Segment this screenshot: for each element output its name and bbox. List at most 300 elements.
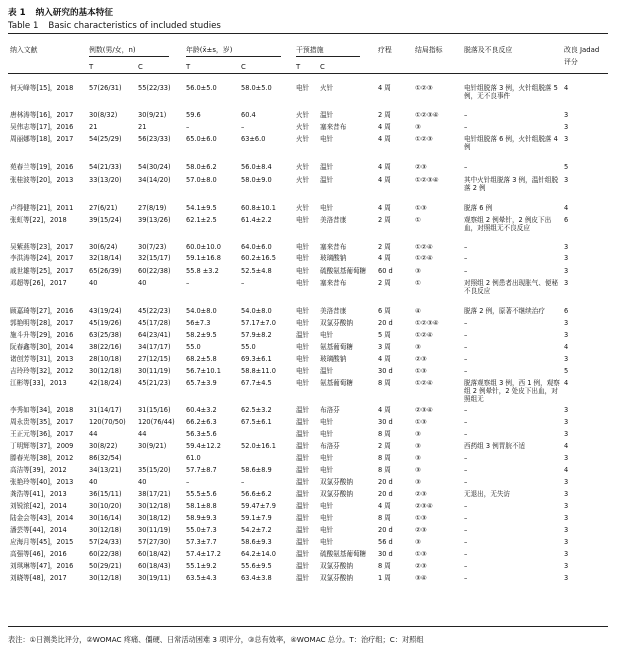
cell-cC: 38(17/21) — [138, 490, 171, 498]
cell-cC: 30(9/21) — [138, 442, 167, 450]
cell-outcome: ①②④ — [415, 243, 433, 251]
cell-outcome: ③ — [415, 466, 421, 474]
cell-study: 吴紫燕等[23]，2017 — [10, 243, 74, 251]
cell-aT: 55.0±7.3 — [186, 526, 217, 534]
cell-jadad: 3 — [564, 562, 569, 570]
header-intervention: 干预措施 — [296, 46, 324, 54]
cell-study: 周丽娜等[18]，2017 — [10, 135, 74, 143]
cell-course: 30 d — [378, 550, 393, 558]
cell-outcome: ③ — [415, 123, 421, 131]
cell-iC: 氨基葡萄糖 — [320, 343, 353, 351]
cell-adverse: – — [464, 478, 468, 486]
cell-cT: 34(13/21) — [89, 466, 122, 474]
cell-course: 2 周 — [378, 279, 391, 287]
cell-cT: 36(15/11) — [89, 490, 122, 498]
cell-adverse: – — [464, 538, 468, 546]
cell-iT: 温针 — [296, 478, 310, 486]
cell-course: 4 周 — [378, 163, 391, 171]
cell-study: 顾嘉琦等[27]，2016 — [10, 307, 74, 315]
header-jadad-line1: 改良 Jadad — [564, 46, 600, 54]
cell-cT: 33(13/20) — [89, 176, 122, 184]
cell-jadad: 4 — [564, 343, 569, 351]
cell-jadad: 4 — [564, 466, 569, 474]
cell-course: 4 周 — [378, 204, 391, 212]
cell-aC: 58.6±9.3 — [241, 538, 272, 546]
cell-iC: 双氯芬酸钠 — [320, 562, 353, 570]
cell-cT: 30(12/18) — [89, 526, 122, 534]
cell-outcome: ① — [415, 279, 421, 287]
cell-course: 4 周 — [378, 254, 391, 262]
cell-iT: 电针 — [296, 254, 310, 262]
header-cases: 例数(男/女，n) — [89, 46, 136, 54]
cell-cT: 86(32/54) — [89, 454, 122, 462]
cell-cC: 34(17/17) — [138, 343, 171, 351]
cell-study: 刘锐浓[42]，2014 — [10, 502, 67, 510]
cell-iT: 电针 — [296, 307, 310, 315]
cell-cC: 30(11/19) — [138, 526, 171, 534]
cell-aT: – — [186, 279, 190, 287]
cell-course: 4 周 — [378, 123, 391, 131]
cell-course: 8 周 — [378, 514, 391, 522]
cell-adverse: 无退出，无失访 — [464, 490, 511, 498]
cell-aC: 54.0±8.0 — [241, 307, 272, 315]
cell-jadad: 5 — [564, 367, 569, 375]
cell-iC: 双氯芬酸钠 — [320, 319, 353, 327]
cell-study: 王正元等[36]，2017 — [10, 430, 74, 438]
cell-jadad: 4 — [564, 379, 569, 387]
cell-adverse: – — [464, 367, 468, 375]
age-sub-rule — [186, 56, 281, 57]
cell-cT: 60(22/38) — [89, 550, 122, 558]
cell-iT: 温针 — [296, 418, 310, 426]
cell-cC: 56(23/33) — [138, 135, 171, 143]
cell-iC: 温针 — [320, 111, 334, 119]
cell-adverse: – — [464, 254, 468, 262]
cell-iC: 布洛芬 — [320, 442, 340, 450]
cell-cT: 57(24/33) — [89, 538, 122, 546]
cell-iC: 硫酸氨基葡萄糖 — [320, 267, 367, 275]
cell-cC: 120(76/44) — [138, 418, 175, 426]
cell-aC: – — [241, 279, 245, 287]
cell-cC: 30(18/12) — [138, 514, 171, 522]
cell-cC: 55(22/33) — [138, 84, 171, 92]
cell-adverse: 脱落 6 例 — [464, 204, 493, 212]
cell-cC: 45(21/23) — [138, 379, 171, 387]
cell-aT: 58.2±9.5 — [186, 331, 217, 339]
cell-cC: 57(27/30) — [138, 538, 171, 546]
cell-study: 唐林涛等[16]，2017 — [10, 111, 74, 119]
cell-cT: 21 — [89, 123, 98, 131]
cell-study: 高洁等[39]，2012 — [10, 466, 67, 474]
cell-cC: 32(15/17) — [138, 254, 171, 262]
cell-course: 20 d — [378, 478, 393, 486]
cell-iT: 电针 — [296, 243, 310, 251]
cell-iC: 美洛昔康 — [320, 216, 347, 224]
cell-iT: 电针 — [296, 319, 310, 327]
cell-jadad: 4 — [564, 204, 569, 212]
cell-aC: 57.17±7.0 — [241, 319, 276, 327]
cell-iC: 电针 — [320, 418, 334, 426]
sub-age-T: T — [186, 63, 191, 71]
cell-outcome: ① — [415, 216, 421, 224]
cell-jadad: 3 — [564, 502, 569, 510]
cell-adverse: 观察组 2 例晕针，2 例皮下出血，对照组无不良反应 — [464, 216, 552, 232]
cell-outcome: ③ — [415, 478, 421, 486]
bottom-rule — [8, 626, 608, 627]
header-adverse: 脱落及不良反应 — [464, 46, 513, 54]
cell-iT: 温针 — [296, 550, 310, 558]
cell-course: 60 d — [378, 267, 393, 275]
cell-outcome: ②③ — [415, 562, 427, 570]
cell-iC: 美洛昔康 — [320, 307, 347, 315]
cell-study: 陆金会等[43]，2014 — [10, 514, 74, 522]
cell-course: 4 周 — [378, 502, 391, 510]
cell-aC: 58.0±5.0 — [241, 84, 272, 92]
cell-iC: 塞来昔布 — [320, 243, 347, 251]
cell-course: 1 周 — [378, 574, 391, 582]
cell-jadad: 3 — [564, 418, 569, 426]
cell-aT: 63.5±4.3 — [186, 574, 217, 582]
cell-adverse: – — [464, 526, 468, 534]
cell-aC: 62.5±3.2 — [241, 406, 272, 414]
sub-int-C: C — [320, 63, 325, 71]
cell-course: 4 周 — [378, 176, 391, 184]
cell-outcome: ①②③ — [415, 135, 433, 143]
cell-outcome: ①②③④ — [415, 176, 439, 184]
cell-cT: 40 — [89, 478, 98, 486]
cell-cC: 60(18/43) — [138, 562, 171, 570]
cell-cT: 43(19/24) — [89, 307, 122, 315]
cell-iC: 电针 — [320, 466, 334, 474]
cell-cT: 31(14/17) — [89, 406, 122, 414]
cell-cC: 30(7/23) — [138, 243, 167, 251]
cell-course: 8 周 — [378, 430, 391, 438]
cell-aT: 68.2±5.8 — [186, 355, 217, 363]
cell-adverse: – — [464, 331, 468, 339]
cell-adverse: – — [464, 406, 468, 414]
cell-cT: 45(19/26) — [89, 319, 122, 327]
cell-aT: 54.1±9.5 — [186, 204, 217, 212]
cell-aC: 52.5±4.8 — [241, 267, 272, 275]
cell-cT: 57(26/31) — [89, 84, 122, 92]
cell-study: 施斗升等[29]，2016 — [10, 331, 74, 339]
cell-aC: 56.0±8.4 — [241, 163, 272, 171]
intervention-sub-rule — [296, 56, 360, 57]
cell-cC: 39(13/26) — [138, 216, 171, 224]
cell-iT: 电针 — [296, 343, 310, 351]
cell-jadad: 3 — [564, 176, 569, 184]
caption-cn-title: 纳入研究的基本特征 — [35, 8, 113, 18]
cell-aT: 56.7±10.1 — [186, 367, 221, 375]
top-rule — [8, 33, 608, 34]
cell-aT: 60.4±3.2 — [186, 406, 217, 414]
cell-jadad: 3 — [564, 123, 569, 131]
cell-aC: – — [241, 478, 245, 486]
cell-jadad: 3 — [564, 406, 569, 414]
cell-aT: 61.0 — [186, 454, 201, 462]
cell-aC: 59.1±7.9 — [241, 514, 272, 522]
cell-aC: 55.0 — [241, 343, 256, 351]
cell-iC: 双氯芬酸钠 — [320, 478, 353, 486]
cell-iC: 电针 — [320, 135, 334, 143]
cell-aC: 58.6±8.9 — [241, 466, 272, 474]
cell-study: 李秀如等[34]，2018 — [10, 406, 74, 414]
cell-study: 诸创芳等[31]，2013 — [10, 355, 74, 363]
cell-aC: 60.2±16.5 — [241, 254, 276, 262]
cell-iT: 温针 — [296, 490, 310, 498]
cell-cC: 30(11/19) — [138, 367, 171, 375]
cell-cT: 28(10/18) — [89, 355, 122, 363]
cell-adverse: 其中火针组脱落 3 例，温针组脱落 2 例 — [464, 176, 559, 192]
cell-cC: 60(18/42) — [138, 550, 171, 558]
cell-outcome: ②③ — [415, 163, 427, 171]
cell-cT: 39(15/24) — [89, 216, 122, 224]
cell-outcome: ③ — [415, 538, 421, 546]
cell-aT: – — [186, 478, 190, 486]
sub-cases-C: C — [138, 63, 143, 71]
cell-cT: 30(12/18) — [89, 574, 122, 582]
cell-jadad: 5 — [564, 163, 569, 171]
cell-cT: 30(8/22) — [89, 442, 118, 450]
cell-cC: 45(17/28) — [138, 319, 171, 327]
cell-course: 4 周 — [378, 84, 391, 92]
cell-adverse: – — [464, 111, 468, 119]
cell-jadad: 3 — [564, 111, 569, 119]
caption-cn — [8, 6, 123, 18]
cell-iT: 火针 — [296, 163, 310, 171]
cell-study: 阮春鑫等[30]，2014 — [10, 343, 74, 351]
cell-outcome: ①②③ — [415, 84, 433, 92]
cell-aT: 56±7.3 — [186, 319, 211, 327]
cell-aC: 64.2±14.0 — [241, 550, 276, 558]
cell-cT: 30(10/20) — [89, 502, 122, 510]
caption-en — [8, 21, 221, 31]
cell-aC: 59.47±7.9 — [241, 502, 276, 510]
cell-aT: 62.1±2.5 — [186, 216, 217, 224]
cell-jadad: 6 — [564, 307, 569, 315]
cell-aC: 67.7±4.5 — [241, 379, 272, 387]
cell-course: 20 d — [378, 526, 393, 534]
cell-jadad: 4 — [564, 84, 569, 92]
cell-iT: 温针 — [296, 466, 310, 474]
cell-study: 邓超等[26]，2017 — [10, 279, 67, 287]
cell-cC: 34(14/20) — [138, 176, 171, 184]
cell-iC: 布洛芬 — [320, 406, 340, 414]
cell-study: 龚浩等[41]，2013 — [10, 490, 67, 498]
cell-iT: 电针 — [296, 267, 310, 275]
cell-jadad: 3 — [564, 254, 569, 262]
cell-iT: 温针 — [296, 514, 310, 522]
cell-aT: 65.0±6.0 — [186, 135, 217, 143]
cell-aT: 58.0±6.2 — [186, 163, 217, 171]
cell-course: 4 周 — [378, 406, 391, 414]
cell-adverse: 脱落观察组 3 例，西 1 例，观察组 2 例晕针，2 处皮下出血，对照组无 — [464, 379, 560, 403]
cell-aT: 55.8 ±3.2 — [186, 267, 219, 275]
cell-cT: 30(6/24) — [89, 243, 118, 251]
cell-cT: 40 — [89, 279, 98, 287]
cell-adverse: – — [464, 243, 468, 251]
cell-outcome: ①③ — [415, 550, 427, 558]
cell-iC: 双氯芬酸钠 — [320, 490, 353, 498]
cell-outcome: ②③ — [415, 526, 427, 534]
cell-outcome: ①②③④ — [415, 111, 439, 119]
cell-iC: 电针 — [320, 454, 334, 462]
cell-cC: 45(22/23) — [138, 307, 171, 315]
cell-adverse: – — [464, 550, 468, 558]
cell-course: 4 周 — [378, 355, 391, 363]
cell-aC: 61.4±2.2 — [241, 216, 272, 224]
cell-study: 滕春光等[38]，2012 — [10, 454, 74, 462]
cell-aC: 54.2±7.2 — [241, 526, 272, 534]
cell-cC: 30(9/21) — [138, 111, 167, 119]
cell-iC: 电针 — [320, 502, 334, 510]
cell-aC: 57.9±8.2 — [241, 331, 272, 339]
cell-study: 丁明辉等[37]，2009 — [10, 442, 74, 450]
cell-outcome: ③ — [415, 454, 421, 462]
cell-study: 李洪涛等[24]，2017 — [10, 254, 74, 262]
cell-iT: 电针 — [296, 216, 310, 224]
cell-outcome: ①③ — [415, 204, 427, 212]
cell-outcome: ①③ — [415, 367, 427, 375]
cell-study: 吴伟志等[17]，2016 — [10, 123, 74, 131]
cell-jadad: 3 — [564, 574, 569, 582]
cell-course: 30 d — [378, 367, 393, 375]
cell-aC: 58.8±11.0 — [241, 367, 276, 375]
cell-jadad: 3 — [564, 331, 569, 339]
cell-aC: 63.4±3.8 — [241, 574, 272, 582]
cell-cT: 54(21/33) — [89, 163, 122, 171]
cell-aC: 52.0±16.1 — [241, 442, 276, 450]
cell-study: 刘琪琳等[47]，2016 — [10, 562, 74, 570]
cell-adverse: – — [464, 123, 468, 131]
cell-iC: 电针 — [320, 204, 334, 212]
cell-adverse: 西药组 3 例胃脘不适 — [464, 442, 526, 450]
cell-jadad: 3 — [564, 279, 569, 287]
cell-adverse: – — [464, 454, 468, 462]
cell-adverse: – — [464, 418, 468, 426]
cell-adverse: – — [464, 355, 468, 363]
cell-outcome: ③ — [415, 267, 421, 275]
cell-iT: 温针 — [296, 538, 310, 546]
cell-iT: 温针 — [296, 406, 310, 414]
cell-outcome: ②③④ — [415, 502, 433, 510]
cell-study: 张桂波等[20]，2013 — [10, 176, 74, 184]
cell-course: 2 周 — [378, 243, 391, 251]
cell-aC: 64.0±6.0 — [241, 243, 272, 251]
cell-study: 戚世雄等[25]，2017 — [10, 267, 74, 275]
cell-adverse: – — [464, 466, 468, 474]
cell-cT: 42(18/24) — [89, 379, 122, 387]
cell-iT: 温针 — [296, 430, 310, 438]
cell-aT: 57.3±7.7 — [186, 538, 217, 546]
cell-iC: 火针 — [320, 84, 334, 92]
cell-aT: 57.0±8.0 — [186, 176, 217, 184]
cell-cT: 50(29/21) — [89, 562, 122, 570]
cell-cT: 32(18/14) — [89, 254, 122, 262]
cell-outcome: ①②④ — [415, 331, 433, 339]
cell-iT: 温针 — [296, 502, 310, 510]
cell-adverse: – — [464, 267, 468, 275]
cell-cC: 21 — [138, 123, 147, 131]
cell-cT: 63(25/38) — [89, 331, 122, 339]
table-footnote: 表注：①日测类比评分，②WOMAC 疼痛、僵硬、日常活动困难 3 项评分，③总有效率，④WOMAC 总分。T：治疗组；C：对照组 — [8, 635, 424, 644]
cell-outcome: ③④ — [415, 574, 427, 582]
header-age: 年龄(x̄±s，岁) — [186, 46, 233, 54]
cell-adverse: – — [464, 514, 468, 522]
cell-iT: 火针 — [296, 123, 310, 131]
cell-cT: 44 — [89, 430, 98, 438]
cell-iT: 温针 — [296, 442, 310, 450]
cell-jadad: 6 — [564, 216, 569, 224]
cell-study: 周永贵等[35]，2017 — [10, 418, 74, 426]
cell-course: 6 周 — [378, 307, 391, 315]
cell-aT: – — [186, 123, 190, 131]
cell-cC: 60(22/38) — [138, 267, 171, 275]
cell-iC: 氨基葡萄糖 — [320, 379, 353, 387]
cell-course: 3 周 — [378, 343, 391, 351]
cell-study: 苑春兰等[19]，2016 — [10, 163, 74, 171]
cell-iT: 火针 — [296, 204, 310, 212]
cell-iC: 电针 — [320, 526, 334, 534]
cell-cC: 30(19/11) — [138, 574, 171, 582]
cell-jadad: 3 — [564, 454, 569, 462]
cell-aC: 67.5±6.1 — [241, 418, 272, 426]
cell-iC: 电针 — [320, 514, 334, 522]
cell-jadad: 3 — [564, 135, 569, 143]
sub-cases-T: T — [89, 63, 94, 71]
cell-study: 潘芸等[44]，2014 — [10, 526, 67, 534]
cell-aT: 58.9±9.3 — [186, 514, 217, 522]
cell-jadad: 3 — [564, 355, 569, 363]
cell-iC: 温针 — [320, 176, 334, 184]
cell-cT: 30(8/32) — [89, 111, 118, 119]
cell-iT: 电针 — [296, 279, 310, 287]
caption-en-title: Basic characteristics of included studies — [48, 21, 221, 31]
cell-aT: 59.6 — [186, 111, 201, 119]
cell-adverse: – — [464, 574, 468, 582]
cell-study: 卢得健等[21]，2011 — [10, 204, 74, 212]
cell-adverse: 脱落 2 例，原著不继续治疗 — [464, 307, 545, 315]
header-course: 疗程 — [378, 46, 392, 54]
cell-aT: 55.0 — [186, 343, 201, 351]
cell-cT: 38(22/16) — [89, 343, 122, 351]
cell-outcome: ①②④ — [415, 379, 433, 387]
cell-jadad: 3 — [564, 526, 569, 534]
cell-cC: 40 — [138, 478, 147, 486]
cell-aT: 59.4±12.2 — [186, 442, 221, 450]
cell-jadad: 3 — [564, 550, 569, 558]
cell-iC: 电针 — [320, 331, 334, 339]
cell-study: 何天峰等[15]，2018 — [10, 84, 74, 92]
cell-cC: 27(12/15) — [138, 355, 171, 363]
cell-iT: 电针 — [296, 355, 310, 363]
cell-aT: 54.0±8.0 — [186, 307, 217, 315]
cell-outcome: ④ — [415, 307, 421, 315]
cell-iC: 塞来昔布 — [320, 279, 347, 287]
cell-cT: 54(25/29) — [89, 135, 122, 143]
cell-aC: 63±6.0 — [241, 135, 266, 143]
cell-aC: – — [241, 123, 245, 131]
caption-en-label: Table 1 — [8, 21, 39, 31]
cell-aC: 69.3±6.1 — [241, 355, 272, 363]
cell-study: 张艳玲等[40]，2013 — [10, 478, 74, 486]
cell-aT: 66.2±6.3 — [186, 418, 217, 426]
cell-iT: 温针 — [296, 574, 310, 582]
cell-outcome: ①②③④ — [415, 319, 439, 327]
cell-cC: 31(15/16) — [138, 406, 171, 414]
cell-course: 2 周 — [378, 442, 391, 450]
cell-aC: 58.0±9.0 — [241, 176, 272, 184]
